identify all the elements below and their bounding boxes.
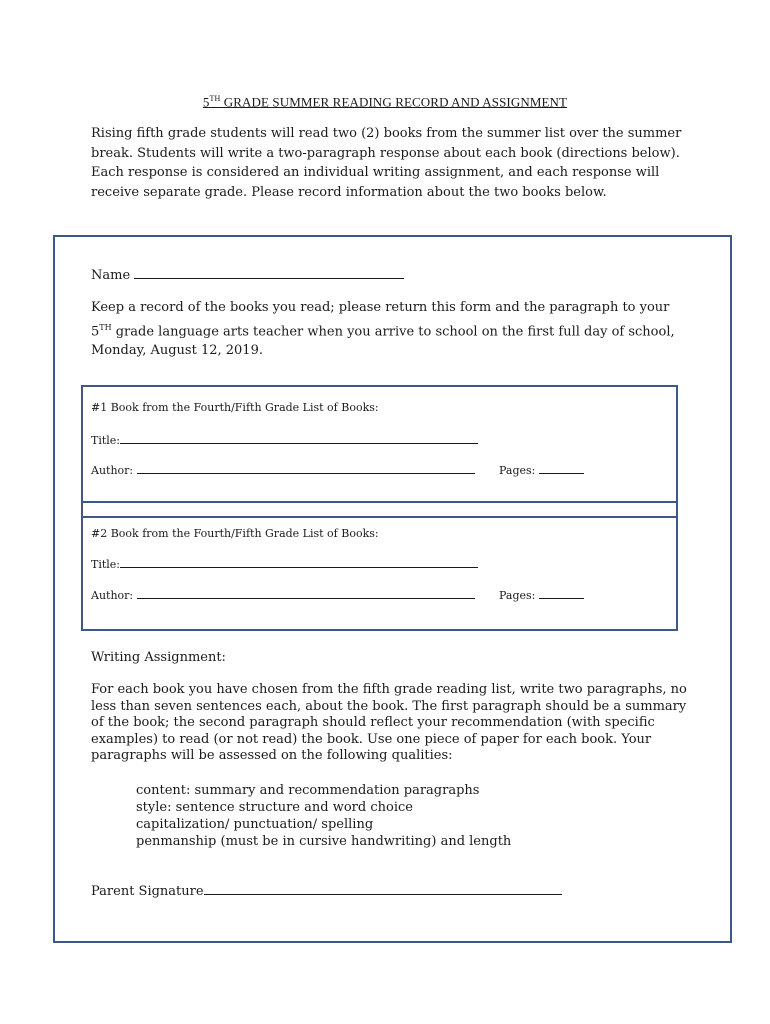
list-item: style: sentence structure and word choice xyxy=(136,800,413,815)
name-row xyxy=(91,266,404,283)
book-1-heading: #1 Book from the Fourth/Fifth Grade List of Books: xyxy=(91,401,379,414)
writing-assignment-body: For each book you have chosen from the fifth grade reading list, write two paragraphs, no less than seven sentences each, about the book. The first paragraph should be a summary of the book; the second paragraph should reflect your recommendation (with specific examples) to read (or not read) the book. Use one piece of paper for each book. Your paragraphs will be assessed on the following qualities: xyxy=(91,682,687,763)
book-2-author-label: Author: xyxy=(91,589,134,602)
book-2-title-row xyxy=(91,557,478,571)
book-1-author-label: Author: xyxy=(91,464,134,477)
book-2-title-field[interactable] xyxy=(120,557,478,568)
book-1-box xyxy=(81,385,678,503)
intro-paragraph: Rising fifth grade students will read two (2) books from the summer list over the summer break. Students will write a two-paragraph response about each book (directions below). Each response is considered an individual writing assignment, and each response will receive separate grade. Please record information about the two books below. xyxy=(91,126,682,200)
signature-row xyxy=(91,882,562,899)
record-superscript: TH xyxy=(99,322,112,332)
book-1-title-row xyxy=(91,433,478,447)
book-1-pages-label: Pages: xyxy=(499,464,536,477)
name-label: Name xyxy=(91,268,131,283)
title-text: GRADE SUMMER READING RECORD AND ASSIGNMENT xyxy=(220,94,568,110)
qualities-list xyxy=(136,782,511,850)
record-text-part1: Keep a record of the books you read; please return this form and the paragraph to your 5 xyxy=(91,300,670,339)
book-box-divider xyxy=(81,503,678,516)
book-1-title-label: Title: xyxy=(91,434,121,447)
name-field[interactable] xyxy=(134,266,404,279)
list-item: capitalization/ punctuation/ spelling xyxy=(136,817,374,832)
page-title xyxy=(0,94,770,110)
book-1-title-field[interactable] xyxy=(120,433,478,444)
book-2-pages-row xyxy=(499,588,584,602)
book-2-pages-label: Pages: xyxy=(499,589,536,602)
list-item: content: summary and recommendation paragraphs xyxy=(136,783,480,798)
signature-label: Parent Signature xyxy=(91,884,204,899)
writing-assignment-heading: Writing Assignment: xyxy=(91,650,226,665)
signature-field[interactable] xyxy=(204,882,562,895)
book-2-author-row xyxy=(91,588,475,602)
book-1-author-row xyxy=(91,463,475,477)
book-2-pages-field[interactable] xyxy=(539,588,584,599)
book-2-heading: #2 Book from the Fourth/Fifth Grade List of Books: xyxy=(91,527,379,540)
list-item: penmanship (must be in cursive handwriting) and length xyxy=(136,834,512,849)
title-superscript: TH xyxy=(209,94,221,103)
record-text-part2: grade language arts teacher when you arrive to school on the first full day of school, Monday, August 12, 2019. xyxy=(91,323,675,359)
book-1-author-field[interactable] xyxy=(137,463,475,474)
record-instructions xyxy=(91,298,691,361)
title-grade-number: 5 xyxy=(202,94,210,110)
book-2-box xyxy=(81,516,678,631)
book-2-title-label: Title: xyxy=(91,558,121,571)
book-1-pages-row xyxy=(499,463,584,477)
book-1-pages-field[interactable] xyxy=(539,463,584,474)
book-2-author-field[interactable] xyxy=(137,588,475,599)
